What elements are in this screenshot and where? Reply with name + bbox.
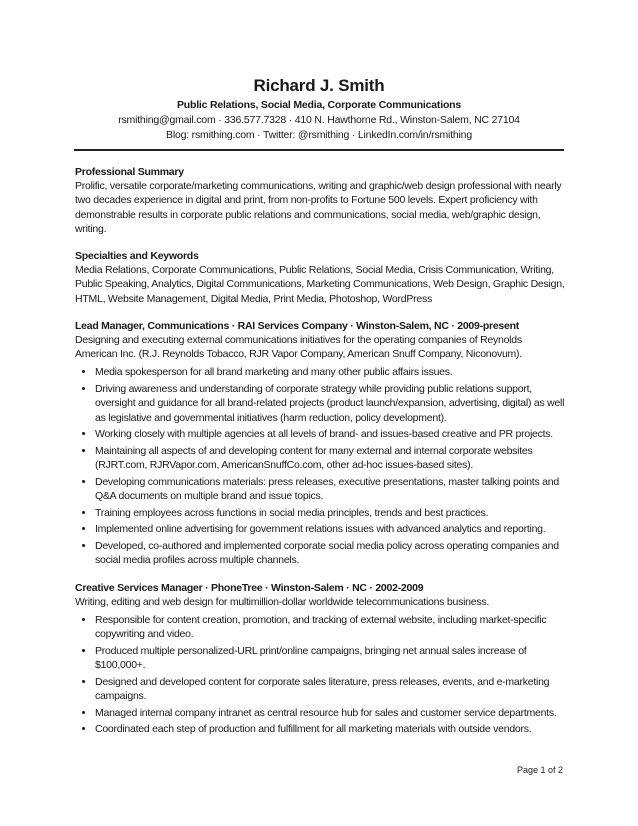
job-bullet: • Working closely with multiple agencies at all levels of brand- and issues-based creative and PR projects. — [95, 427, 565, 441]
job-bullet: • Developed, co-authored and implemented corporate social media policy across operating companies and social media profiles across multiple channels. — [95, 539, 565, 567]
job-bullet: • Developing communications materials: press releases, executive presentations, master talking points and Q&A documents on multiple brand and issue topics. — [95, 475, 565, 503]
summary-section — [75, 165, 565, 236]
job-bullets — [75, 365, 565, 567]
job-title: Creative Services Manager · PhoneTree · Winston-Salem · NC · 2002-2009 — [75, 581, 424, 594]
job-summary: Designing and executing external communications initiatives for the operating companies of Reynolds American Inc. (R.J. Reynolds Tobacco, RJR Vapor Company, American Snuff Company, Niconovum). — [75, 334, 522, 361]
job-bullet: • Maintaining all aspects of and developing content for many external and internal corporate websites (RJRT.com, RJRVapor.com, AmericanSnuffCo.com, other ad-hoc issues-based sites). — [95, 444, 565, 472]
candidate-tagline: Public Relations, Social Media, Corporate Communications — [176, 99, 462, 111]
job-bullet: • Designed and developed content for corporate sales literature, press releases, events, and e-marketing campaigns. — [95, 675, 565, 703]
job-bullet: • Coordinated each step of production and fulfillment for all marketing materials with outside vendors. — [95, 722, 565, 736]
specialties-section — [75, 249, 565, 306]
job-bullet: • Produced multiple personalized-URL print/online campaigns, bringing net annual sales increase of $100,000+. — [95, 644, 565, 672]
summary-text: Prolific, versatile corporate/marketing communications, writing and graphic/web design professional with nearly two decades experience in digital and print, from non-profits to Fortune 500 levels. Expert proficiency with demonstrable results in corporate public relations and communications, social media, web/graphic design, writing. — [75, 180, 562, 235]
contact-line-2: Blog: rsmithing.com · Twitter: @rsmithing · LinkedIn.com/in/rsmithing — [166, 129, 472, 141]
job-bullet: • Implemented online advertising for government relations issues with advanced analytics and reporting. — [95, 522, 565, 536]
job-entry-phonetree — [75, 581, 565, 737]
job-bullet: • Media spokesperson for all brand marketing and many other public affairs issues. — [95, 365, 565, 379]
summary-title: Professional Summary — [75, 166, 184, 178]
specialties-text: Media Relations, Corporate Communications, Public Relations, Social Media, Crisis Communication, Writing, Public Speaking, Analytics, Digital Communications, Marketing Communications, Web Design, Graphic Design, HTML, Website Management, Digital Media, Print Media, Photoshop, WordPress — [75, 264, 565, 305]
job-entry-rai — [75, 319, 565, 568]
resume-header — [0, 76, 638, 142]
specialties-title: Specialties and Keywords — [75, 250, 199, 263]
job-title: Lead Manager, Communications · RAI Services Company · Winston-Salem, NC · 2009-present — [75, 319, 520, 332]
job-bullet: • Responsible for content creation, promotion, and tracking of external website, including market-specific copywriting and video. — [95, 613, 565, 641]
contact-line-1: rsmithing@gmail.com · 336.577.7328 · 410 N. Hawthorne Rd., Winston-Salem, NC 27104 — [118, 114, 520, 126]
page-number: Page 1 of 2 — [516, 765, 563, 775]
candidate-name: Richard J. Smith — [253, 76, 385, 95]
header-divider — [74, 149, 564, 151]
job-summary: Writing, editing and web design for multimillion-dollar worldwide telecommunications business. — [75, 595, 490, 608]
job-bullet: • Managed internal company intranet as central resource hub for sales and customer service departments. — [95, 706, 565, 720]
job-bullet: • Driving awareness and understanding of corporate strategy while providing public relations support, oversight and guidance for all brand-related projects (product launch/expansion, advertising, digital) as well as legislative and governmental initiatives (harm reduction, policy development). — [95, 382, 565, 425]
job-bullets — [75, 613, 565, 737]
resume-body — [75, 165, 565, 739]
job-bullet: • Training employees across functions in social media principles, trends and best practices. — [95, 506, 565, 520]
